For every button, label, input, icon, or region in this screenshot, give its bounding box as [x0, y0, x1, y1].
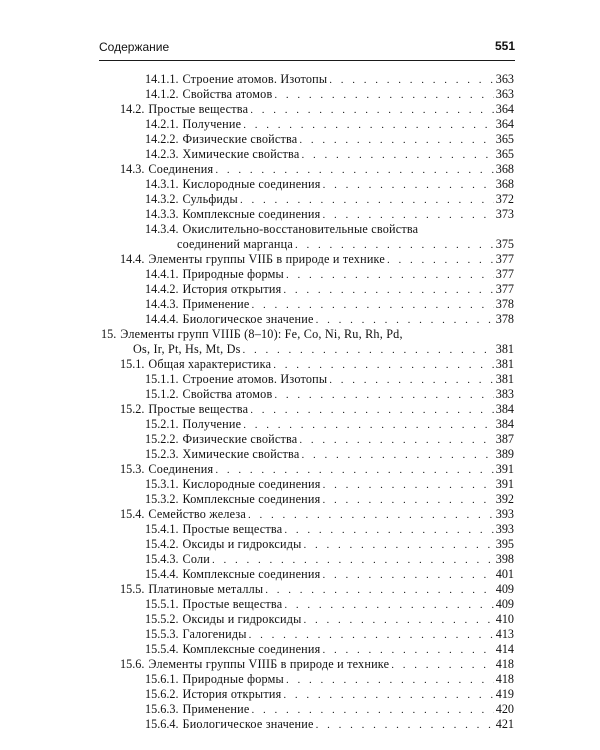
entry-title: Химические свойства [182, 147, 300, 161]
toc-entry[interactable] [101, 567, 514, 582]
toc-entry[interactable] [101, 717, 514, 732]
entry-line [120, 402, 514, 417]
entry-page: 363 [495, 87, 514, 101]
dot-leader [240, 193, 494, 208]
entry-number: 14.1.1. [145, 72, 179, 86]
entry-page: 398 [495, 552, 514, 566]
toc-entry[interactable] [101, 537, 514, 552]
entry-title: Получение [182, 417, 242, 431]
dot-leader [215, 163, 493, 178]
entry-line [145, 552, 514, 567]
entry-number: 15.5.2. [145, 612, 179, 626]
dot-leader [301, 448, 493, 463]
entry-number: 14.4. [120, 252, 145, 266]
toc-entry[interactable] [101, 702, 514, 717]
entry-title: Природные формы [182, 672, 284, 686]
entry-number: 14.2.3. [145, 147, 179, 161]
entry-title: Кислородные соединения [182, 177, 321, 191]
dot-leader [283, 688, 493, 703]
entry-line [145, 537, 514, 552]
dot-leader [249, 628, 494, 643]
toc-entry[interactable] [101, 642, 514, 657]
entry-number: 14.3.3. [145, 207, 179, 221]
dot-leader [243, 418, 494, 433]
entry-line [120, 657, 514, 672]
entry-number: 14.2.2. [145, 132, 179, 146]
entry-page: 409 [495, 582, 514, 596]
entry-page: 381 [495, 372, 514, 386]
entry-number: 14.2. [120, 102, 145, 116]
toc-entry[interactable] [101, 522, 514, 537]
dot-leader [323, 478, 494, 493]
entry-title: Применение [182, 702, 250, 716]
entry-continuation-line [101, 342, 514, 357]
entry-page: 368 [495, 177, 514, 191]
dot-leader [243, 118, 494, 133]
dot-leader [316, 313, 494, 328]
toc-entry[interactable] [101, 417, 514, 432]
entry-page: 391 [495, 477, 514, 491]
entry-number: 15.5.1. [145, 597, 179, 611]
dot-leader [284, 523, 493, 538]
entry-number: 14.3. [120, 162, 145, 176]
entry-page: 365 [495, 132, 514, 146]
entry-line [145, 717, 514, 732]
entry-number: 14.3.2. [145, 192, 179, 206]
toc-entry[interactable] [101, 147, 514, 162]
dot-leader [304, 613, 494, 628]
entry-title: Получение [182, 117, 242, 131]
entry-title: Простые вещества [182, 597, 283, 611]
toc-entry[interactable] [101, 132, 514, 147]
entry-page: 378 [495, 312, 514, 326]
toc-entry[interactable] [101, 387, 514, 402]
table-of-contents [101, 72, 514, 732]
dot-leader [323, 178, 494, 193]
dot-leader [322, 568, 493, 583]
entry-number: 15.5.3. [145, 627, 179, 641]
entry-line [145, 117, 514, 132]
entry-title: Химические свойства [182, 447, 300, 461]
entry-line [120, 252, 514, 267]
entry-line [120, 162, 514, 177]
entry-title: Элементы групп VIIIБ (8–10): Fe, Co, Ni, Ru, Rh, Pd, [120, 327, 403, 341]
entry-page: 384 [495, 402, 514, 416]
toc-entry[interactable] [101, 297, 514, 312]
dot-leader [273, 358, 494, 373]
dot-leader [299, 433, 493, 448]
entry-page: 410 [495, 612, 514, 626]
entry-title: Комплексные соединения [182, 207, 321, 221]
entry-title: Биологическое значение [182, 312, 314, 326]
entry-page: 395 [495, 537, 514, 551]
entry-title: Окислительно-восстановительные свойства [182, 222, 419, 236]
entry-title: Свойства атомов [182, 387, 273, 401]
entry-line [145, 477, 514, 492]
entry-page: 418 [495, 672, 514, 686]
page-number: 551 [494, 39, 515, 53]
entry-line [145, 372, 514, 387]
entry-number: 15.1.2. [145, 387, 179, 401]
entry-line [120, 507, 514, 522]
entry-line [145, 672, 514, 687]
entry-number: 15.3. [120, 462, 145, 476]
entry-page: 418 [495, 657, 514, 671]
dot-leader [316, 718, 494, 733]
entry-line [145, 267, 514, 282]
entry-number: 14.4.4. [145, 312, 179, 326]
entry-title: Оксиды и гидроксиды [182, 612, 302, 626]
entry-title: Комплексные соединения [182, 492, 321, 506]
entry-number: 14.3.4. [145, 222, 179, 236]
entry-number: 15.6.2. [145, 687, 179, 701]
entry-number: 14.3.1. [145, 177, 179, 191]
entry-number: 14.4.3. [145, 297, 179, 311]
entry-title: Свойства атомов [182, 87, 273, 101]
entry-page: 389 [495, 447, 514, 461]
entry-page: 377 [495, 267, 514, 281]
running-header [99, 36, 515, 61]
entry-number: 15.4. [120, 507, 145, 521]
entry-title: Соли [182, 552, 210, 566]
entry-number: 15.4.1. [145, 522, 179, 536]
entry-number: 15.3.2. [145, 492, 179, 506]
entry-page: 401 [495, 567, 514, 581]
entry-title: Природные формы [182, 267, 284, 281]
entry-number: 15.2.3. [145, 447, 179, 461]
toc-entry[interactable] [101, 162, 514, 177]
entry-page: 368 [495, 162, 514, 176]
toc-entry[interactable] [101, 222, 514, 252]
toc-entry[interactable] [101, 327, 514, 357]
entry-line [145, 492, 514, 507]
entry-line [145, 177, 514, 192]
dot-leader [286, 268, 494, 283]
entry-number: 15.6.3. [145, 702, 179, 716]
toc-entry[interactable] [101, 612, 514, 627]
toc-entry[interactable] [101, 657, 514, 672]
entry-title: Кислородные соединения [182, 477, 321, 491]
entry-title: История открытия [182, 687, 282, 701]
entry-page: 363 [495, 72, 514, 86]
entry-line [145, 417, 514, 432]
entry-number: 15.1. [120, 357, 145, 371]
toc-entry[interactable] [101, 492, 514, 507]
entry-title: Сульфиды [182, 192, 238, 206]
entry-page: 372 [495, 192, 514, 206]
toc-entry[interactable] [101, 402, 514, 417]
toc-entry[interactable] [101, 267, 514, 282]
entry-line [145, 72, 514, 87]
dot-leader [250, 403, 494, 418]
toc-entry[interactable] [101, 447, 514, 462]
entry-line [145, 147, 514, 162]
entry-number: 15.6. [120, 657, 145, 671]
entry-line [145, 522, 514, 537]
dot-leader [295, 238, 494, 253]
entry-title: Строение атомов. Изотопы [182, 72, 328, 86]
entry-page: 377 [495, 282, 514, 296]
entry-page: 414 [495, 642, 514, 656]
entry-number: 15.2.1. [145, 417, 179, 431]
entry-page: 420 [495, 702, 514, 716]
dot-leader [304, 538, 494, 553]
entry-title: Простые вещества [182, 522, 283, 536]
entry-first-line [145, 222, 514, 237]
entry-number: 14.2.1. [145, 117, 179, 131]
toc-entry[interactable] [101, 672, 514, 687]
dot-leader [329, 73, 493, 88]
header-title: Содержание [99, 40, 170, 54]
toc-entry[interactable] [101, 552, 514, 567]
entry-number: 15.4.3. [145, 552, 179, 566]
dot-leader [243, 343, 494, 358]
dot-leader [251, 298, 493, 313]
dot-leader [215, 463, 493, 478]
entry-line [145, 612, 514, 627]
entry-number: 15.2. [120, 402, 145, 416]
entry-line [120, 357, 514, 372]
entry-number: 14.4.2. [145, 282, 179, 296]
entry-page: 413 [495, 627, 514, 641]
entry-title: Элементы группы VIIБ в природе и технике [148, 252, 385, 266]
entry-line [145, 207, 514, 222]
entry-first-line [101, 327, 514, 342]
entry-line [120, 462, 514, 477]
toc-entry[interactable] [101, 687, 514, 702]
toc-entry[interactable] [101, 87, 514, 102]
entry-page: 375 [495, 237, 514, 251]
entry-page: 378 [495, 297, 514, 311]
dot-leader [251, 703, 493, 718]
toc-entry[interactable] [101, 627, 514, 642]
entry-title-continuation: Os, Ir, Pt, Hs, Mt, Ds [133, 342, 241, 356]
entry-line [145, 297, 514, 312]
entry-title: Галогениды [182, 627, 247, 641]
toc-entry[interactable] [101, 282, 514, 297]
entry-title-continuation: соединений марганца [177, 237, 293, 251]
toc-entry[interactable] [101, 207, 514, 222]
toc-entry[interactable] [101, 507, 514, 522]
toc-entry[interactable] [101, 462, 514, 477]
entry-number: 15.4.2. [145, 537, 179, 551]
entry-line [145, 597, 514, 612]
entry-line [145, 567, 514, 582]
toc-entry[interactable] [101, 477, 514, 492]
entry-page: 409 [495, 597, 514, 611]
entry-line [145, 132, 514, 147]
toc-entry[interactable] [101, 597, 514, 612]
dot-leader [274, 88, 493, 103]
dot-leader [283, 283, 493, 298]
entry-title: Комплексные соединения [182, 567, 321, 581]
entry-page: 364 [495, 102, 514, 116]
dot-leader [301, 148, 493, 163]
entry-title: Строение атомов. Изотопы [182, 372, 328, 386]
entry-continuation-line [145, 237, 514, 252]
entry-title: Общая характеристика [148, 357, 272, 371]
entry-page: 377 [495, 252, 514, 266]
entry-title: Биологическое значение [182, 717, 314, 731]
dot-leader [284, 598, 493, 613]
entry-page: 391 [495, 462, 514, 476]
dot-leader [322, 493, 493, 508]
entry-page: 365 [495, 147, 514, 161]
dot-leader [329, 373, 493, 388]
entry-page: 392 [495, 492, 514, 506]
dot-leader [248, 508, 494, 523]
dot-leader [299, 133, 493, 148]
entry-line [145, 447, 514, 462]
entry-title: Простые вещества [148, 402, 249, 416]
entry-line [145, 702, 514, 717]
toc-entry[interactable] [101, 582, 514, 597]
entry-line [120, 102, 514, 117]
entry-page: 393 [495, 522, 514, 536]
entry-page: 381 [495, 357, 514, 371]
entry-title: Применение [182, 297, 250, 311]
dot-leader [387, 253, 494, 268]
toc-entry[interactable] [101, 177, 514, 192]
entry-title: Платиновые металлы [148, 582, 264, 596]
entry-line [145, 432, 514, 447]
entry-title: Оксиды и гидроксиды [182, 537, 302, 551]
toc-entry[interactable] [101, 312, 514, 327]
entry-number: 15. [101, 327, 117, 341]
entry-page: 393 [495, 507, 514, 521]
entry-line [145, 192, 514, 207]
toc-entry[interactable] [101, 102, 514, 117]
entry-number: 14.1.2. [145, 87, 179, 101]
toc-entry[interactable] [101, 72, 514, 87]
dot-leader [274, 388, 493, 403]
dot-leader [391, 658, 493, 673]
entry-line [145, 687, 514, 702]
entry-line [145, 282, 514, 297]
entry-page: 387 [495, 432, 514, 446]
entry-number: 15.6.4. [145, 717, 179, 731]
entry-page: 373 [495, 207, 514, 221]
entry-number: 15.6.1. [145, 672, 179, 686]
entry-number: 15.2.2. [145, 432, 179, 446]
dot-leader [250, 103, 494, 118]
entry-title: Соединения [148, 462, 214, 476]
entry-title: Соединения [148, 162, 214, 176]
toc-entry[interactable] [101, 252, 514, 267]
entry-line [145, 87, 514, 102]
entry-page: 383 [495, 387, 514, 401]
toc-entry[interactable] [101, 357, 514, 372]
entry-line [145, 642, 514, 657]
dot-leader [212, 553, 494, 568]
entry-line [145, 312, 514, 327]
entry-title: Элементы группы VIIIБ в природе и технике [148, 657, 390, 671]
entry-number: 15.3.1. [145, 477, 179, 491]
entry-page: 381 [495, 342, 514, 356]
dot-leader [322, 208, 493, 223]
toc-entry[interactable] [101, 192, 514, 207]
entry-title: Физические свойства [182, 432, 298, 446]
dot-leader [286, 673, 494, 688]
entry-title: Комплексные соединения [182, 642, 321, 656]
entry-line [120, 582, 514, 597]
entry-title: Семейство железа [148, 507, 246, 521]
toc-entry[interactable] [101, 432, 514, 447]
entry-number: 15.5.4. [145, 642, 179, 656]
entry-page: 419 [495, 687, 514, 701]
entry-number: 15.5. [120, 582, 145, 596]
entry-number: 15.4.4. [145, 567, 179, 581]
entry-title: История открытия [182, 282, 282, 296]
entry-number: 14.4.1. [145, 267, 179, 281]
entry-page: 384 [495, 417, 514, 431]
toc-entry[interactable] [101, 117, 514, 132]
entry-page: 421 [495, 717, 514, 731]
dot-leader [265, 583, 493, 598]
entry-title: Простые вещества [148, 102, 249, 116]
entry-page: 364 [495, 117, 514, 131]
entry-line [145, 387, 514, 402]
entry-title: Физические свойства [182, 132, 298, 146]
dot-leader [322, 643, 493, 658]
toc-entry[interactable] [101, 372, 514, 387]
entry-line [145, 627, 514, 642]
entry-number: 15.1.1. [145, 372, 179, 386]
